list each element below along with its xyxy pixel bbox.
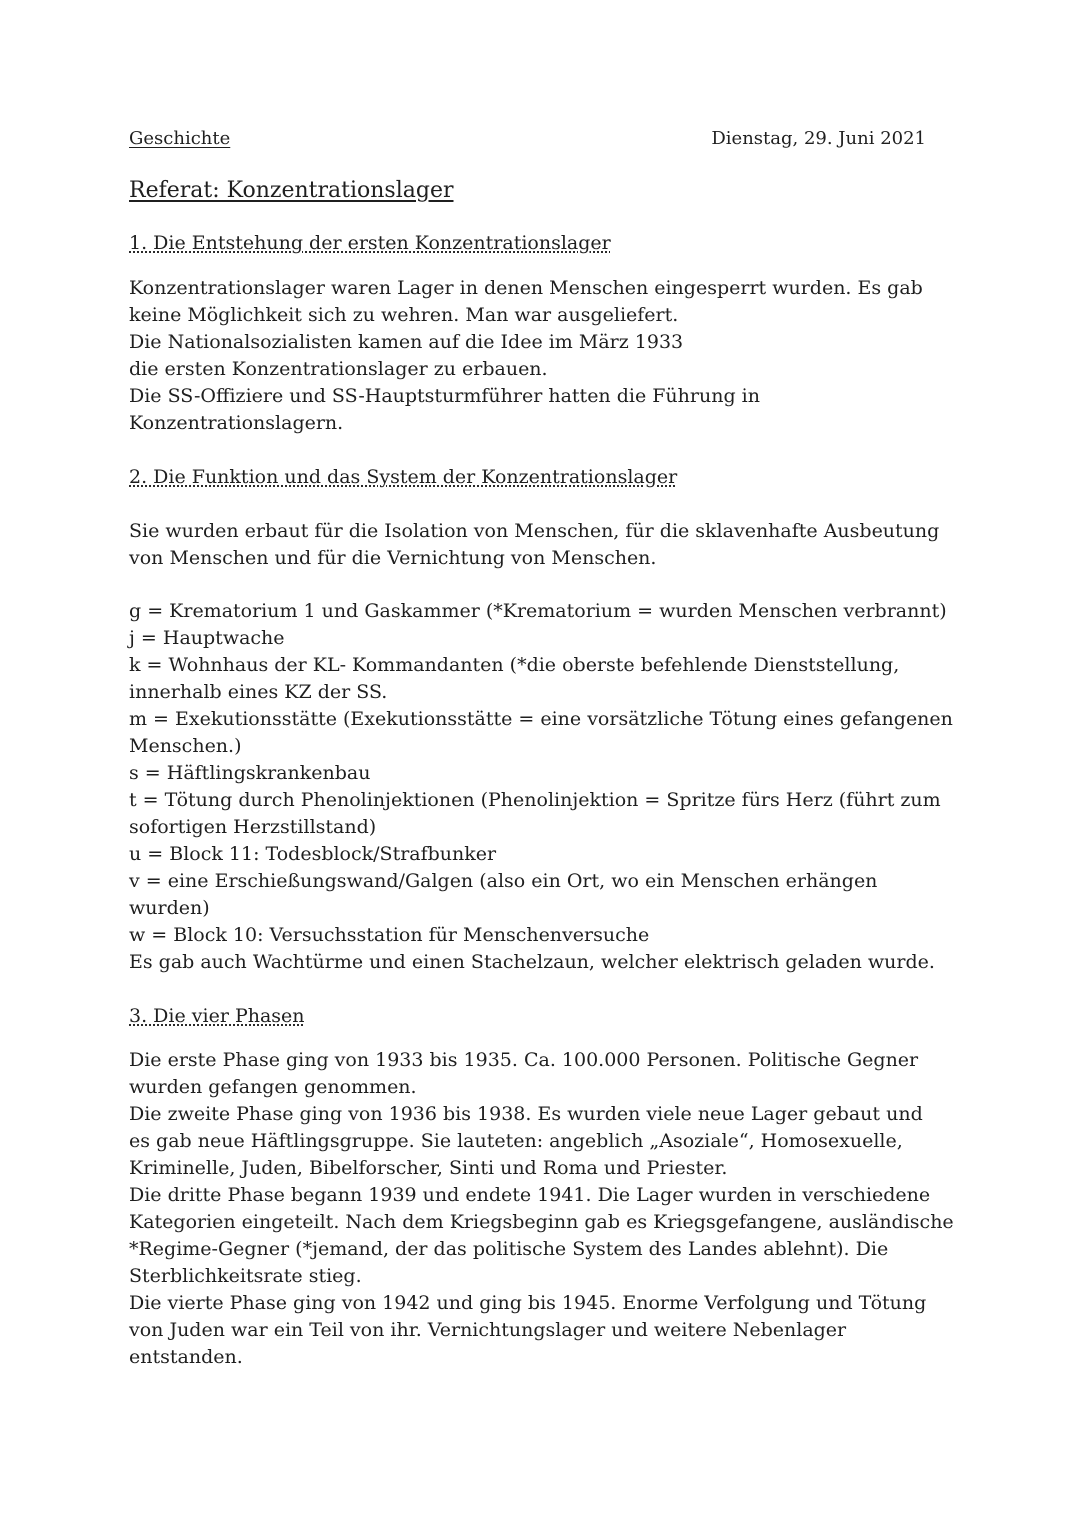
text-line: Die Nationalsozialisten kamen auf die Idee im März 1933 [129, 331, 684, 353]
legend-line: j = Hauptwache [129, 627, 285, 649]
legend-line: sofortigen Herzstillstand) [129, 816, 377, 838]
section-3-body [129, 1047, 954, 1371]
text-line: wurden gefangen genommen. [129, 1076, 417, 1098]
legend-line: Es gab auch Wachtürme und einen Stachelzaun, welcher elektrisch geladen wurde. [129, 951, 935, 973]
legend-line: v = eine Erschießungswand/Galgen (also ein Ort, wo ein Menschen erhängen [129, 870, 878, 892]
text-line: es gab neue Häftlingsgruppe. Sie lauteten: angeblich „Asoziale“, Homosexuelle, [129, 1130, 903, 1152]
text-line: keine Möglichkeit sich zu wehren. Man war ausgeliefert. [129, 304, 679, 326]
legend-line: m = Exekutionsstätte (Exekutionsstätte = eine vorsätzliche Tötung eines gefangenen [129, 708, 953, 730]
text-line: Konzentrationslager waren Lager in denen Menschen eingesperrt wurden. Es gab [129, 277, 923, 299]
date-label: Dienstag, 29. Juni 2021 [711, 128, 926, 149]
text-line: Konzentrationslagern. [129, 412, 344, 434]
text-line: Kriminelle, Juden, Bibelforscher, Sinti und Roma und Priester. [129, 1157, 728, 1179]
text-line: *Regime-Gegner (*jemand, der das politische System des Landes ablehnt). Die [129, 1238, 889, 1260]
section-1-body [129, 275, 954, 437]
text-line: Die erste Phase ging von 1933 bis 1935. Ca. 100.000 Personen. Politische Gegner [129, 1049, 919, 1071]
text-line: Die vierte Phase ging von 1942 und ging bis 1945. Enorme Verfolgung und Tötung [129, 1292, 927, 1314]
text-line: die ersten Konzentrationslager zu erbauen. [129, 358, 548, 380]
camp-legend-list [129, 598, 954, 976]
text-line: Kategorien eingeteilt. Nach dem Kriegsbeginn gab es Kriegsgefangene, ausländische [129, 1211, 954, 1233]
legend-line: innerhalb eines KZ der SS. [129, 681, 388, 703]
legend-line: Menschen.) [129, 735, 242, 757]
section-2-intro [129, 518, 954, 572]
subject-label: Geschichte [129, 128, 231, 149]
legend-line: s = Häftlingskrankenbau [129, 762, 371, 784]
text-line: Die dritte Phase begann 1939 und endete 1941. Die Lager wurden in verschiedene [129, 1184, 931, 1206]
text-line: entstanden. [129, 1346, 243, 1368]
legend-line: w = Block 10: Versuchsstation für Menschenversuche [129, 924, 650, 946]
text-line: Sie wurden erbaut für die Isolation von Menschen, für die sklavenhafte Ausbeutung [129, 520, 940, 542]
legend-line: u = Block 11: Todesblock/Strafbunker [129, 843, 497, 865]
text-line: Die SS-Offiziere und SS-Hauptsturmführer hatten die Führung in [129, 385, 760, 407]
section-heading-3: 3. Die vier Phasen [129, 1005, 305, 1027]
text-line: Die zweite Phase ging von 1936 bis 1938. Es wurden viele neue Lager gebaut und [129, 1103, 923, 1125]
text-line: Sterblichkeitsrate stieg. [129, 1265, 362, 1287]
legend-line: t = Tötung durch Phenolinjektionen (Phenolinjektion = Spritze fürs Herz (führt zum [129, 789, 941, 811]
section-heading-2: 2. Die Funktion und das System der Konzentrationslager [129, 466, 678, 488]
document-title: Referat: Konzentrationslager [129, 178, 454, 203]
section-heading-1: 1. Die Entstehung der ersten Konzentrationslager [129, 232, 611, 254]
legend-line: g = Krematorium 1 und Gaskammer (*Krematorium = wurden Menschen verbrannt) [129, 600, 947, 622]
legend-line: k = Wohnhaus der KL- Kommandanten (*die oberste befehlende Dienststellung, [129, 654, 900, 676]
text-line: von Menschen und für die Vernichtung von Menschen. [129, 547, 657, 569]
legend-line: wurden) [129, 897, 210, 919]
text-line: von Juden war ein Teil von ihr. Vernichtungslager und weitere Nebenlager [129, 1319, 847, 1341]
